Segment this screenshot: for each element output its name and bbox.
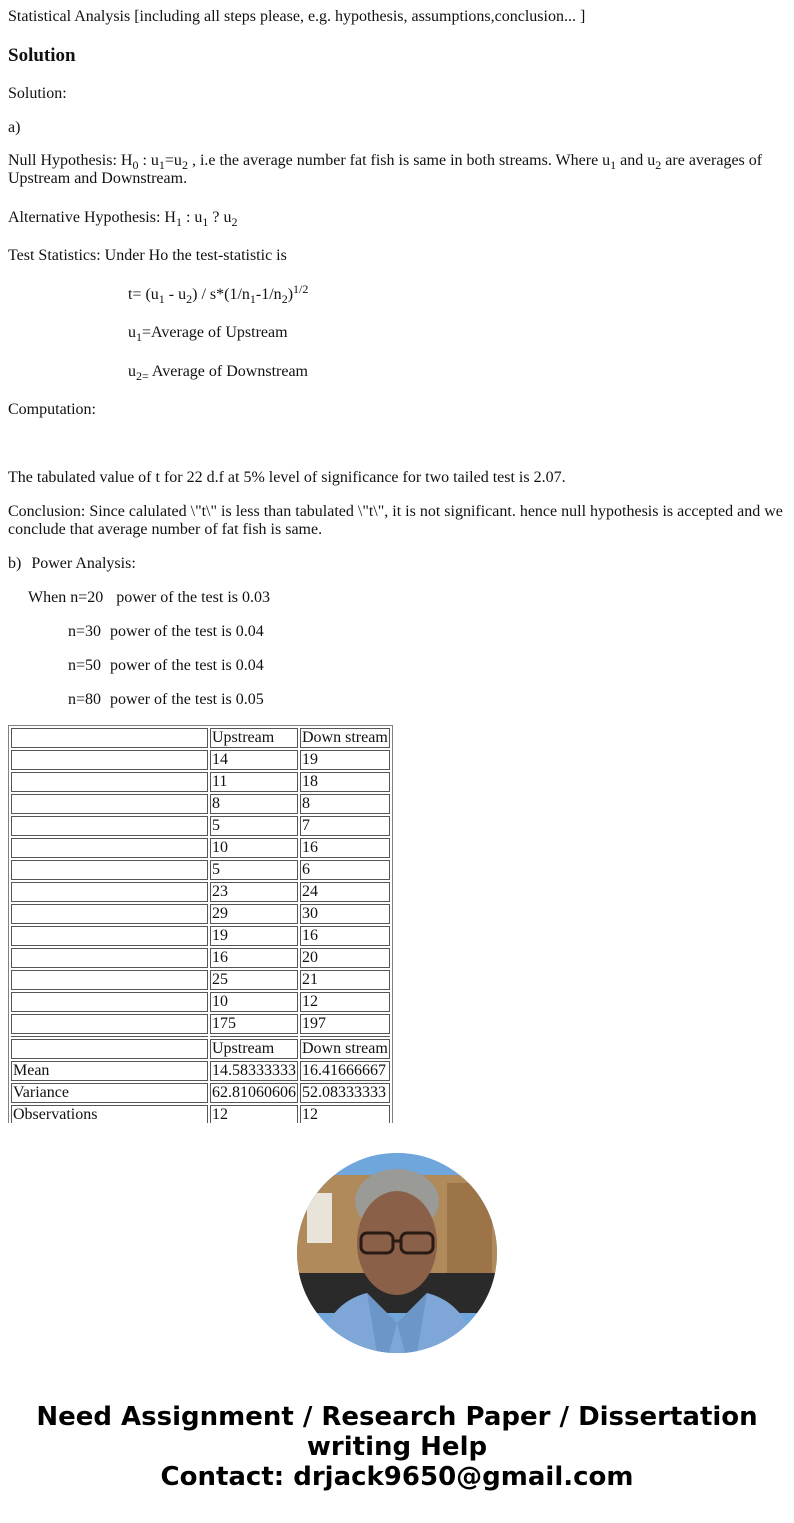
table-row <box>11 838 390 858</box>
u2-definition: $u_{2=}$ Average of Downstream <box>128 363 308 383</box>
table-cell <box>11 882 208 902</box>
table-cell <box>11 904 208 924</box>
table-cell: 5 <box>210 816 298 836</box>
table-cell: 19 <box>210 926 298 946</box>
table-cell <box>11 1036 208 1037</box>
avatar <box>297 1153 497 1353</box>
table-row <box>11 816 390 836</box>
table-cell <box>11 926 208 946</box>
table-cell: 12 <box>300 992 390 1012</box>
solution-label: Solution: <box>8 85 67 102</box>
table-cell: 5 <box>210 860 298 880</box>
table-cell: 175 <box>210 1014 298 1034</box>
table-cell <box>11 992 208 1012</box>
test-statistic-intro: Test Statistics: Under Ho the test-statistic is <box>8 247 287 264</box>
table-cell: 16 <box>300 838 390 858</box>
computation-label: Computation: <box>8 401 96 418</box>
table-cell <box>11 970 208 990</box>
portrait-photo-icon <box>297 1153 497 1353</box>
summary-row-observations <box>11 1105 390 1123</box>
conclusion: Conclusion: Since calulated \"t\" is less than tabulated \"t\", it is not significant. hence null hypothesis is accepted and we conclude that average number of fat fish is same. <box>8 503 783 538</box>
table-cell: 8 <box>300 794 390 814</box>
table-row <box>11 750 390 770</box>
promo-line-2: writing Help <box>306 1432 488 1462</box>
table-row <box>11 860 390 880</box>
table-cell: 29 <box>210 904 298 924</box>
t-formula: $t= (u_1 - u_2) / s*(1/n_1-1/n_2)^{1/2}$ <box>128 282 309 306</box>
alternative-hypothesis: Alternative Hypothesis: $H_1$ : $u_1$ ? $u_2$ <box>8 209 238 229</box>
summary-header-upstream: Upstream <box>210 1039 298 1059</box>
table-total-row <box>11 1014 390 1034</box>
table-header-upstream: Upstream <box>210 728 298 748</box>
table-cell: 20 <box>300 948 390 968</box>
power-analysis-title: b) Power Analysis: <box>8 555 136 572</box>
table-cell <box>11 838 208 858</box>
power-row: n=80 power of the test is 0.05 <box>68 691 264 708</box>
table-cell: 11 <box>210 772 298 792</box>
table-cell <box>11 948 208 968</box>
table-cell: 24 <box>300 882 390 902</box>
table-row <box>11 772 390 792</box>
table-cell: Observations <box>11 1105 208 1123</box>
table-cell: 19 <box>300 750 390 770</box>
promo-banner <box>0 1402 794 1492</box>
table-row <box>11 794 390 814</box>
table-cell <box>11 728 208 748</box>
table-row <box>11 970 390 990</box>
solution-heading: Solution <box>8 45 76 66</box>
table-cell: 25 <box>210 970 298 990</box>
table-cell: 197 <box>300 1014 390 1034</box>
table-cell <box>11 1039 208 1059</box>
table-cell <box>11 772 208 792</box>
table-header-row <box>11 728 390 748</box>
table-cell: 21 <box>300 970 390 990</box>
summary-row-mean <box>11 1061 390 1081</box>
question-text: Statistical Analysis [including all steps please, e.g. hypothesis, assumptions,conclusion... ] <box>8 8 586 25</box>
table-cell: 18 <box>300 772 390 792</box>
part-a-label: a) <box>8 119 21 136</box>
table-cell <box>210 1036 298 1037</box>
table-cell: 14 <box>210 750 298 770</box>
table-cell: Mean <box>11 1061 208 1081</box>
table-cell: 10 <box>210 992 298 1012</box>
table-cell: 52.08333333 <box>300 1083 390 1103</box>
table-cell <box>11 794 208 814</box>
data-table <box>8 725 393 1123</box>
table-row <box>11 992 390 1012</box>
table-row <box>11 926 390 946</box>
promo-contact: Contact: drjack9650@gmail.com <box>160 1462 634 1492</box>
table-cell <box>11 750 208 770</box>
table-separator <box>11 1036 390 1037</box>
table-cell: 23 <box>210 882 298 902</box>
power-row: When n=20 power of the test is 0.03 <box>28 589 270 606</box>
table-cell: 6 <box>300 860 390 880</box>
table-cell: 12 <box>210 1105 298 1123</box>
table-cell: 7 <box>300 816 390 836</box>
table-cell: 62.81060606 <box>212 1084 296 1101</box>
table-cell <box>11 1014 208 1034</box>
summary-header-downstream: Down stream <box>302 1040 388 1057</box>
table-cell: 16 <box>210 948 298 968</box>
null-hypothesis: Null Hypothesis: $H_0$ : $u_1=u_2$ , i.e the average number fat fish is same in both streams. Where $u_1$ and $u_2$ are averages of Upstream and Downstream. <box>8 152 763 187</box>
table-row <box>11 948 390 968</box>
table-cell: Variance <box>11 1083 208 1103</box>
table-cell <box>11 860 208 880</box>
table-cell: 8 <box>210 794 298 814</box>
table-cell <box>300 1036 390 1037</box>
promo-line-1: Need Assignment / Research Paper / Dissertation <box>36 1402 758 1432</box>
table-header-downstream: Down stream <box>302 729 388 746</box>
power-row: n=30 power of the test is 0.04 <box>68 623 264 640</box>
table-cell <box>11 816 208 836</box>
summary-header-row <box>11 1039 390 1059</box>
table-cell: 12 <box>300 1105 390 1123</box>
table-cell: 30 <box>300 904 390 924</box>
power-row: n=50 power of the test is 0.04 <box>68 657 264 674</box>
table-cell: 14.58333333 <box>212 1062 296 1079</box>
tabulated-value: The tabulated value of t for 22 d.f at 5% level of significance for two tailed test is 2.07. <box>8 469 566 486</box>
table-cell: 10 <box>210 838 298 858</box>
table-cell: 16.41666667 <box>300 1061 390 1081</box>
u1-definition: $u_1=Average$ of Upstream <box>128 324 288 344</box>
table-row <box>11 904 390 924</box>
table-cell: 16 <box>300 926 390 946</box>
table-row <box>11 882 390 902</box>
summary-row-variance <box>11 1083 390 1103</box>
